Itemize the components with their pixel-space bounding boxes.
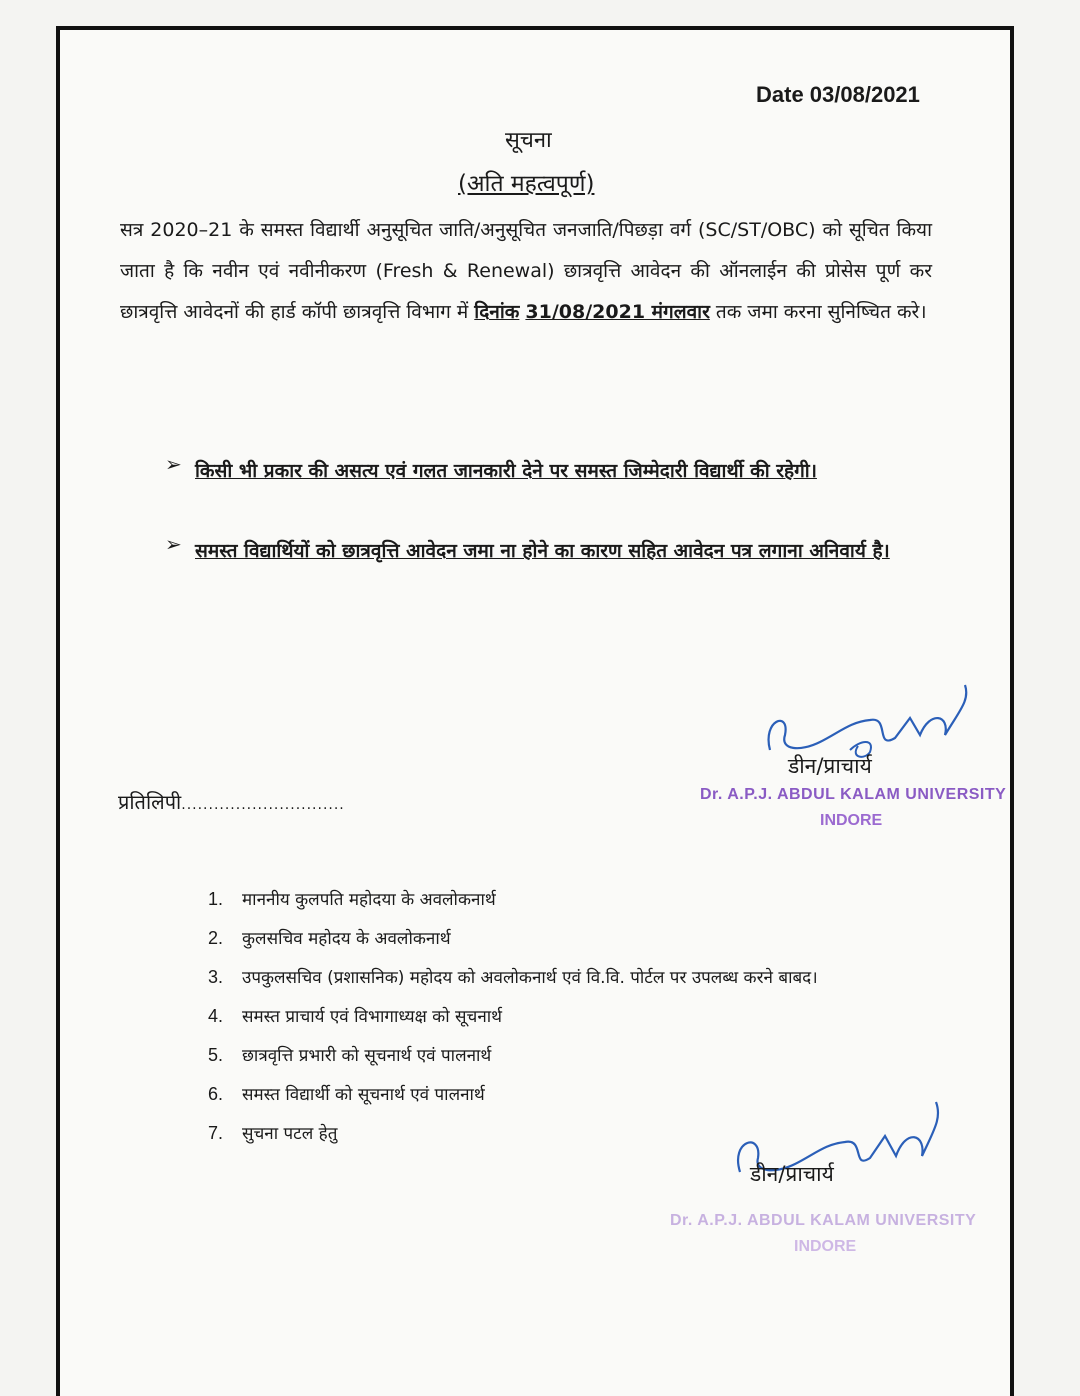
list-item	[208, 919, 818, 958]
list-number: 4.	[208, 1006, 224, 1026]
arrow-bullet-icon: ➢	[165, 452, 182, 476]
list-number: 6.	[208, 1084, 224, 1104]
list-number: 1.	[208, 889, 224, 909]
list-number: 3.	[208, 967, 224, 987]
bullet-text: समस्त विद्यार्थियों को छात्रवृत्ति आवेदन जमा ना होने का कारण सहित आवेदन पत्र लगाना अनिवार्य है।	[195, 540, 890, 562]
notice-subtitle: (अति महत्वपूर्ण)	[458, 171, 595, 197]
copy-to-heading	[118, 788, 345, 815]
notice-paragraph	[120, 210, 932, 333]
list-text: कुलसचिव महोदय के अवलोकनार्थ	[242, 929, 451, 949]
copy-to-label: प्रतिलिपी	[118, 790, 182, 814]
list-text: माननीय कुलपति महोदया के अवलोकनार्थ	[242, 890, 496, 910]
signature-block-top	[700, 680, 1010, 840]
list-text: सुचना पटल हेतु	[242, 1124, 338, 1144]
university-stamp: Dr. A.P.J. ABDUL KALAM UNIVERSITY	[700, 786, 1007, 803]
list-text: छात्रवृत्ति प्रभारी को सूचनार्थ एवं पालनार्थ	[242, 1046, 492, 1066]
copy-to-dots: ..............................	[181, 797, 345, 813]
list-text: उपकुलसचिव (प्रशासनिक) महोदय को अवलोकनार्थ एवं वि.वि. पोर्टल पर उपलब्ध करने बाबद।	[242, 968, 818, 988]
university-stamp: Dr. A.P.J. ABDUL KALAM UNIVERSITY	[670, 1212, 977, 1229]
list-number: 7.	[208, 1123, 224, 1143]
paragraph-text-end: तक जमा करना सुनिष्चित करे।	[709, 301, 927, 323]
stamp-city: INDORE	[794, 1238, 857, 1255]
list-item	[208, 880, 818, 919]
arrow-bullet-icon: ➢	[165, 532, 182, 556]
notice-title: सूचना	[505, 128, 552, 153]
stamp-city: INDORE	[820, 812, 883, 829]
paragraph-text: सत्र 2020–21 के समस्त विद्यार्थी अनुसूचित जाति/अनुसूचित जनजाति/पिछड़ा वर्ग (SC/ST/OBC) को सूचित किया जाता है कि नवीन एवं नवीनीकरण (Fresh & Renewal) छात्रवृत्ति आवेदन की ऑनलाईन की प्रोसेस पूर्ण कर छात्रवृत्ति आवेदनों की हार्ड कॉपी छात्रवृत्ति विभाग में	[120, 219, 932, 323]
designation-label: डीन/प्राचार्य	[788, 754, 872, 778]
paragraph-deadline: 31/08/2021 मंगलवार	[525, 301, 710, 323]
list-number: 5.	[208, 1045, 224, 1065]
designation-label: डीन/प्राचार्य	[750, 1162, 834, 1186]
list-text: समस्त प्राचार्य एवं विभागाध्यक्ष को सूचनार्थ	[242, 1007, 503, 1027]
paragraph-date-label: दिनांक	[474, 301, 520, 323]
notice-date: Date 03/08/2021	[756, 82, 920, 107]
list-number: 2.	[208, 928, 224, 948]
bullet-text: किसी भी प्रकार की असत्य एवं गलत जानकारी देने पर समस्त जिम्मेदारी विद्यार्थी की रहेगी।	[195, 460, 817, 482]
list-item	[208, 1036, 818, 1075]
list-text: समस्त विद्यार्थी को सूचनार्थ एवं पालनार्थ	[242, 1085, 485, 1105]
list-item	[208, 958, 818, 997]
signature-block-bottom	[670, 1100, 990, 1280]
list-item	[208, 997, 818, 1036]
